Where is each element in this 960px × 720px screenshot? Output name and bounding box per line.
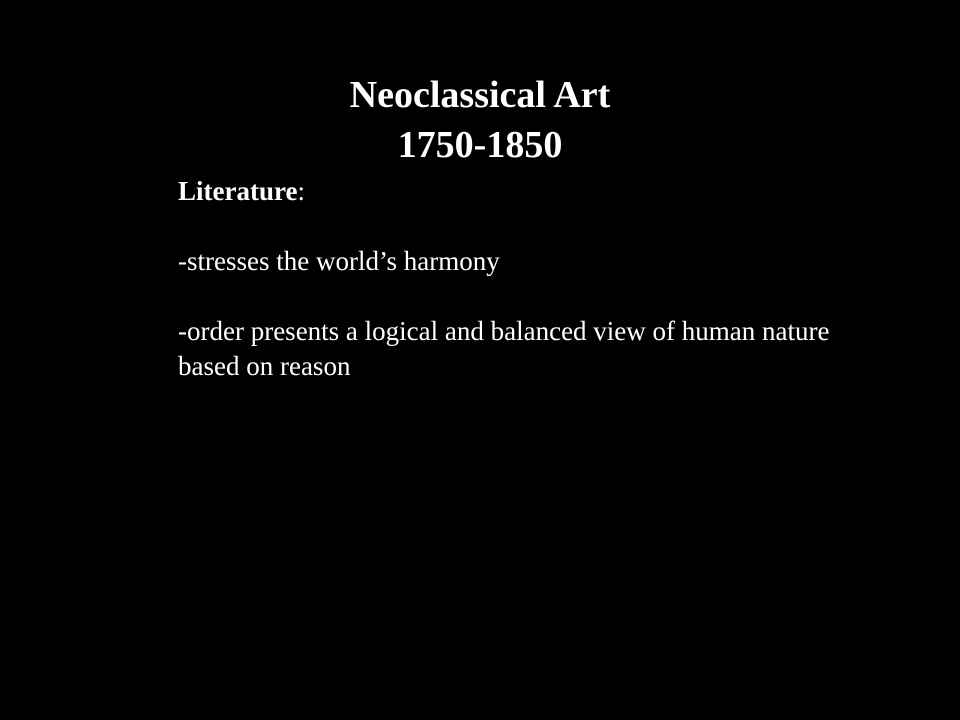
section-heading (178, 174, 878, 209)
title-block (0, 70, 960, 170)
body-content (178, 174, 878, 384)
bullet-point: -stresses the world’s harmony (178, 246, 500, 276)
section-label: Literature (178, 176, 298, 206)
slide-date-range: 1750-1850 (397, 124, 563, 166)
bullet-point: -order presents a logical and balanced view of human nature based on reason (178, 316, 830, 381)
slide-title: Neoclassical Art (349, 74, 611, 116)
section-colon: : (297, 176, 305, 206)
